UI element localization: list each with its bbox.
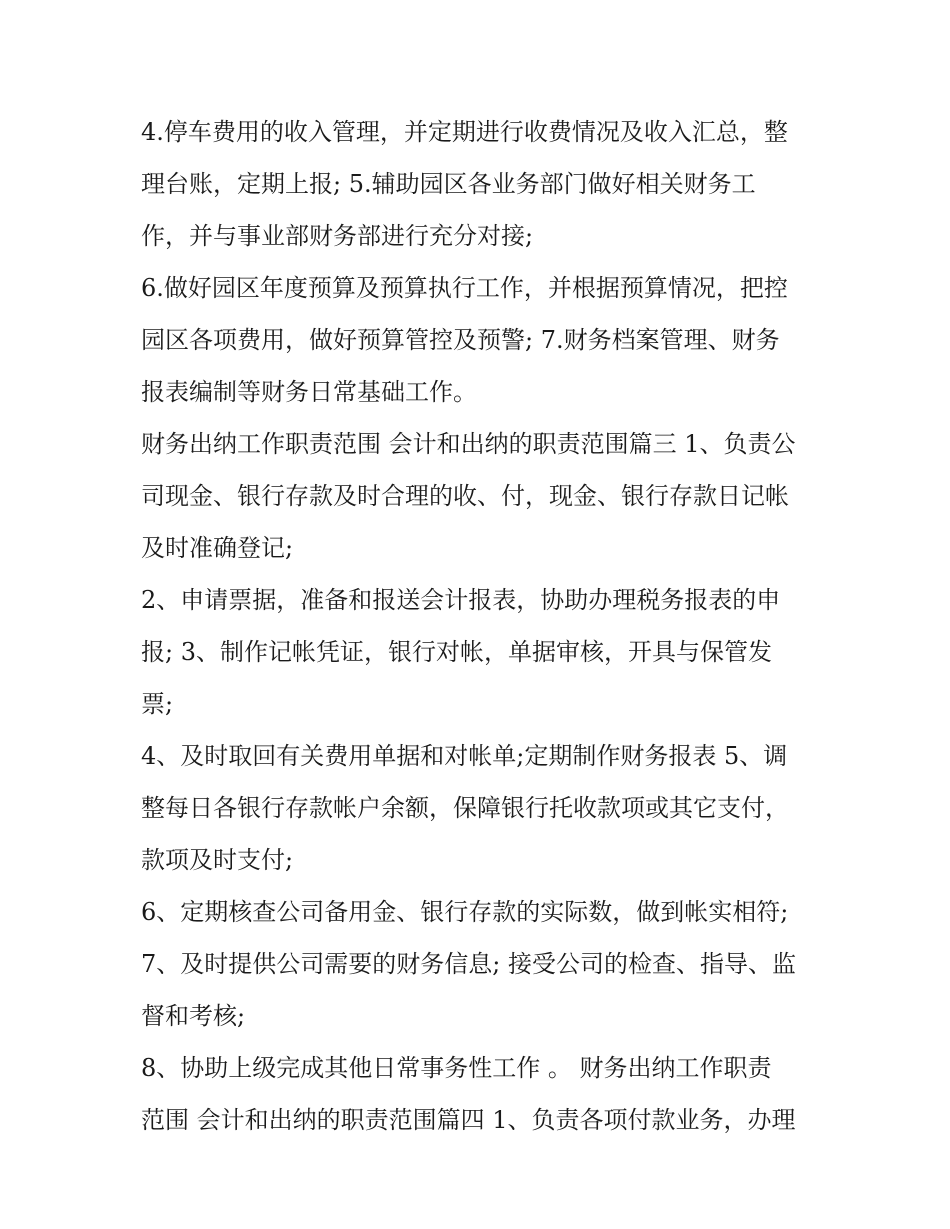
- text-line: 7、及时提供公司需要的财务信息; 接受公司的检查、指导、监: [141, 950, 796, 978]
- text-line: 4、及时取回有关费用单据和对帐单;定期制作财务报表 5、调: [141, 742, 788, 770]
- text-line: 8、协助上级完成其他日常事务性工作 。 财务出纳工作职责: [141, 1054, 772, 1082]
- text-line: 款项及时支付;: [141, 846, 294, 874]
- text-line: 园区各项费用，做好预算管控及预警; 7.财务档案管理、财务: [141, 326, 780, 354]
- text-line: 财务出纳工作职责范围 会计和出纳的职责范围篇三 1、负责公: [141, 430, 796, 458]
- text-line: 督和考核;: [141, 1002, 246, 1030]
- text-line: 6、定期核查公司备用金、银行存款的实际数，做到帐实相符;: [141, 898, 789, 926]
- text-line: 整每日各银行存款帐户余额，保障银行托收款项或其它支付，: [141, 794, 789, 822]
- text-line: 4.停车费用的收入管理，并定期进行收费情况及收入汇总，整: [141, 118, 788, 146]
- text-line: 及时准确登记;: [141, 534, 294, 562]
- text-line: 理台账，定期上报; 5.辅助园区各业务部门做好相关财务工: [141, 170, 756, 198]
- text-line: 票;: [141, 690, 174, 718]
- document-body: [141, 106, 821, 1146]
- text-line: 作，并与事业部财务部进行充分对接;: [141, 222, 534, 250]
- text-line: 报; 3、制作记帐凭证，银行对帐，单据审核，开具与保管发: [141, 638, 772, 666]
- text-line: 2、申请票据，准备和报送会计报表，协助办理税务报表的申: [141, 586, 781, 614]
- text-line: 6.做好园区年度预算及预算执行工作，并根据预算情况，把控: [141, 274, 788, 302]
- text-line: 范围 会计和出纳的职责范围篇四 1、负责各项付款业务，办理: [141, 1106, 796, 1134]
- text-line: 报表编制等财务日常基础工作。: [141, 378, 477, 406]
- text-line: 司现金、银行存款及时合理的收、付，现金、银行存款日记帐: [141, 482, 789, 510]
